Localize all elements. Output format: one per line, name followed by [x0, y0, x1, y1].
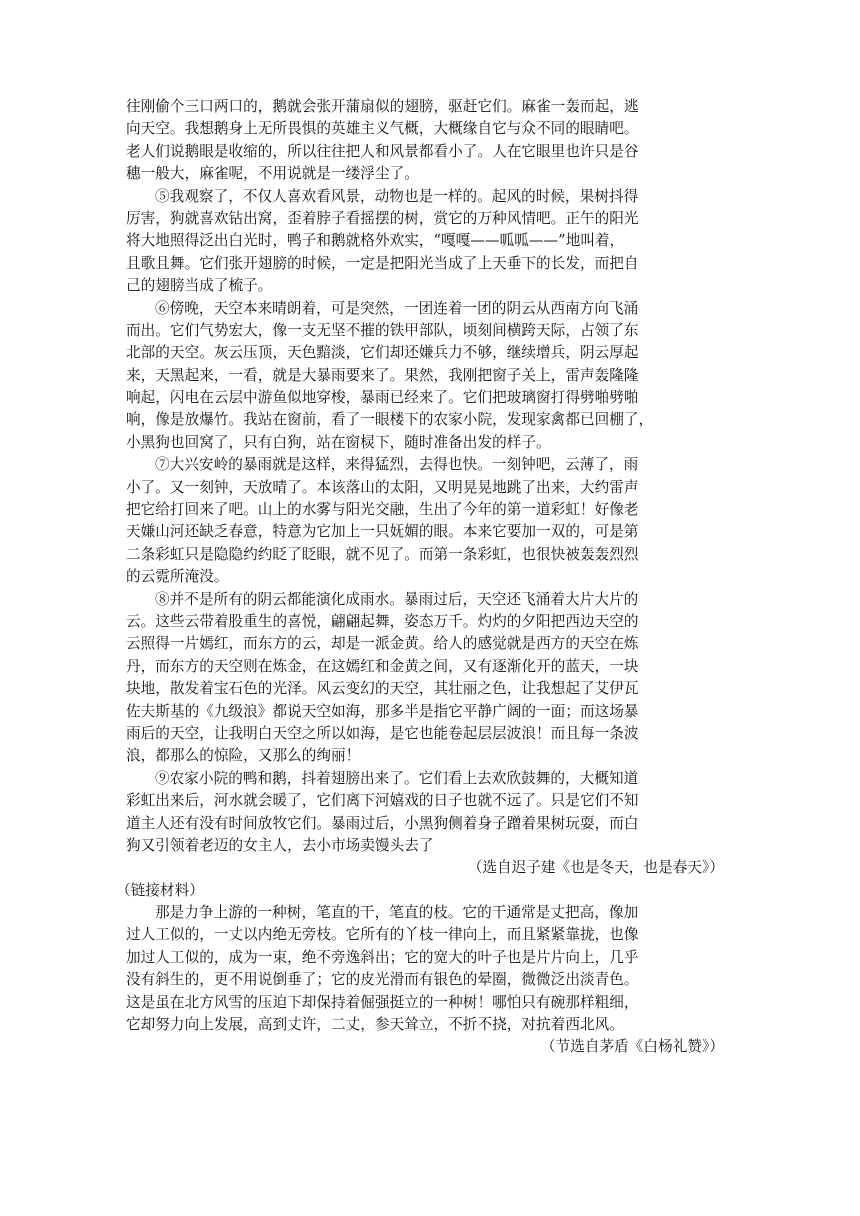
text-line: 往刚偷个三口两口的，鹅就会张开蒲扇似的翅膀，驱赶它们。麻雀一轰而起，逃 — [126, 98, 639, 115]
text-line: 浪，都那么的惊险，又那么的绚丽！ — [126, 747, 361, 765]
text-line: 且歌且舞。它们张开翅膀的时候，一定是把阳光当成了上天垂下的长发，而把自 — [126, 254, 639, 272]
text-line: 天嫌山河还缺乏春意，特意为它加上一只妩媚的眼。本来它要加一双的，可是第 — [126, 523, 639, 541]
text-line: 穗一般大，麻雀呢，不用说就是一缕浮尘了。 — [126, 165, 419, 183]
text-line: 道主人还有没有时间放牧它们。暴雨过后，小黑狗侧着身子蹭着果树玩耍，而白 — [126, 814, 639, 832]
text-line: 丹，而东方的天空则在炼金，在这嫣红和金黄之间，又有逐渐化开的蓝天，一块 — [126, 657, 639, 675]
source-citation-main: （选自迟子建《也是冬天，也是春天》） — [467, 859, 724, 877]
text-line: 狗又引领着老迈的女主人，去小市场卖馒头去了 — [126, 836, 434, 854]
text-line: ⑤我观察了，不仅人喜欢看风景，动物也是一样的。起风的时候，果树抖得 — [155, 187, 639, 205]
paragraph-6 — [126, 298, 732, 455]
text-line: ⑥傍晚，天空本来晴朗着，可是突然，一团连着一团的阴云从西南方向飞涌 — [155, 299, 639, 317]
text-line: 这是虽在北方风雪的压迫下却保持着倔强挺立的一种树！哪怕只有碗那样粗细， — [126, 993, 639, 1011]
text-line: 老人们说鹅眼是收缩的，所以往往把人和风景都看小了。人在它眼里也许只是谷 — [126, 142, 639, 160]
paragraph-7 — [126, 454, 732, 588]
text-line: 雨后的天空，让我明白天空之所以如海，是它也能卷起层层波浪！而且每一条波 — [126, 724, 639, 742]
text-line: ⑦大兴安岭的暴雨就是这样，来得猛烈，去得也快。一刻钟吧，云薄了，雨 — [155, 456, 639, 474]
paragraph-5 — [126, 186, 732, 298]
document-page — [116, 96, 732, 1059]
text-line: 小了。又一刻钟，天放晴了。本该落山的太阳，又明晃晃地跳了出来，大约雷声 — [126, 478, 639, 496]
paragraph-4-tail — [126, 96, 732, 186]
text-line: 小黑狗也回窝了，只有白狗，站在窗棂下，随时准备出发的样子。 — [126, 433, 551, 451]
text-line: 它却努力向上发展，高到丈许，二丈，参天耸立，不折不挠，对抗着西北风。 — [126, 1016, 624, 1034]
paragraph-9 — [126, 768, 732, 858]
link-material-label: （链接材料） — [116, 881, 204, 899]
text-line: 而出。它们气势宏大，像一支无坚不摧的铁甲部队，顷刻间横跨天际，占领了东 — [126, 321, 639, 339]
text-line: 二条彩虹只是隐隐约约眨了眨眼，就不见了。而第一条彩虹，也很快被轰轰烈烈 — [126, 545, 639, 563]
text-line: 彩虹出来后，河水就会暖了，它们离下河嬉戏的日子也就不远了。只是它们不知 — [126, 792, 639, 810]
text-line: 云照得一片嫣红，而东方的云，却是一派金黄。给人的感觉就是西方的天空在炼 — [126, 635, 639, 653]
text-line: 加过人工似的，成为一束，绝不旁逸斜出；它的宽大的叶子也是片片向上，几乎 — [126, 948, 639, 966]
paragraph-8 — [126, 589, 732, 768]
text-line: ⑧并不是所有的阴云都能演化成雨水。暴雨过后，天空还飞涌着大片大片的 — [155, 590, 639, 608]
text-line: 响，像是放爆竹。我站在窗前，看了一眼楼下的农家小院，发现家禽都已回棚了， — [126, 411, 654, 429]
text-line: 过人工似的，一丈以内绝无旁枝。它所有的丫枝一律向上，而且紧紧靠拢，也像 — [126, 926, 639, 944]
text-line: 那是力争上游的一种树，笔直的干，笔直的枝。它的干通常是丈把高，像加 — [155, 904, 639, 922]
text-line: 己的翅膀当成了梳子。 — [126, 277, 273, 295]
link-paragraph — [126, 902, 732, 1036]
text-line: 块地，散发着宝石色的光泽。风云变幻的天空，其壮丽之色，让我想起了艾伊瓦 — [126, 680, 639, 698]
text-line: ⑨农家小院的鸭和鹅，抖着翅膀出来了。它们看上去欢欣鼓舞的，大概知道 — [155, 769, 639, 787]
text-line: 佐夫斯基的《九级浪》都说天空如海，那多半是指它平静广阔的一面；而这场暴 — [126, 702, 639, 720]
text-line: 响起，闪电在云层中游鱼似地穿梭，暴雨已经来了。它们把玻璃窗打得劈啪劈啪 — [126, 389, 639, 407]
text-line: 没有斜生的，更不用说倒垂了；它的皮光滑而有银色的晕圈，微微泛出淡青色。 — [126, 971, 639, 989]
text-line: 北部的天空。灰云压顶，天色黯淡，它们却还嫌兵力不够，继续增兵，阴云厚起 — [126, 344, 639, 362]
text-line: 云。这些云带着股重生的喜悦，翩翩起舞，姿态万千。灼灼的夕阳把西边天空的 — [126, 612, 639, 630]
text-line: 厉害，狗就喜欢钻出窝，歪着脖子看摇摆的树，赏它的万种风情吧。正午的阳光 — [126, 209, 639, 227]
text-line: 的云霓所淹没。 — [126, 568, 229, 586]
text-line: 向天空。我想鹅身上无所畏惧的英雄主义气概，大概缘自它与众不同的眼睛吧。 — [126, 120, 639, 138]
text-line: 来，天黑起来，一看，就是大暴雨要来了。果然，我刚把窗子关上，雷声轰隆隆 — [126, 366, 639, 384]
source-citation-link: （节选自茅盾《白杨礼赞》） — [540, 1038, 724, 1056]
text-line: 把它给打回来了吧。山上的水雾与阳光交融，生出了今年的第一道彩虹！好像老 — [126, 501, 639, 519]
text-line: 将大地照得泛出白光时，鸭子和鹅就格外欢实，“嘎嘎——呱呱——”地叫着， — [126, 232, 625, 250]
